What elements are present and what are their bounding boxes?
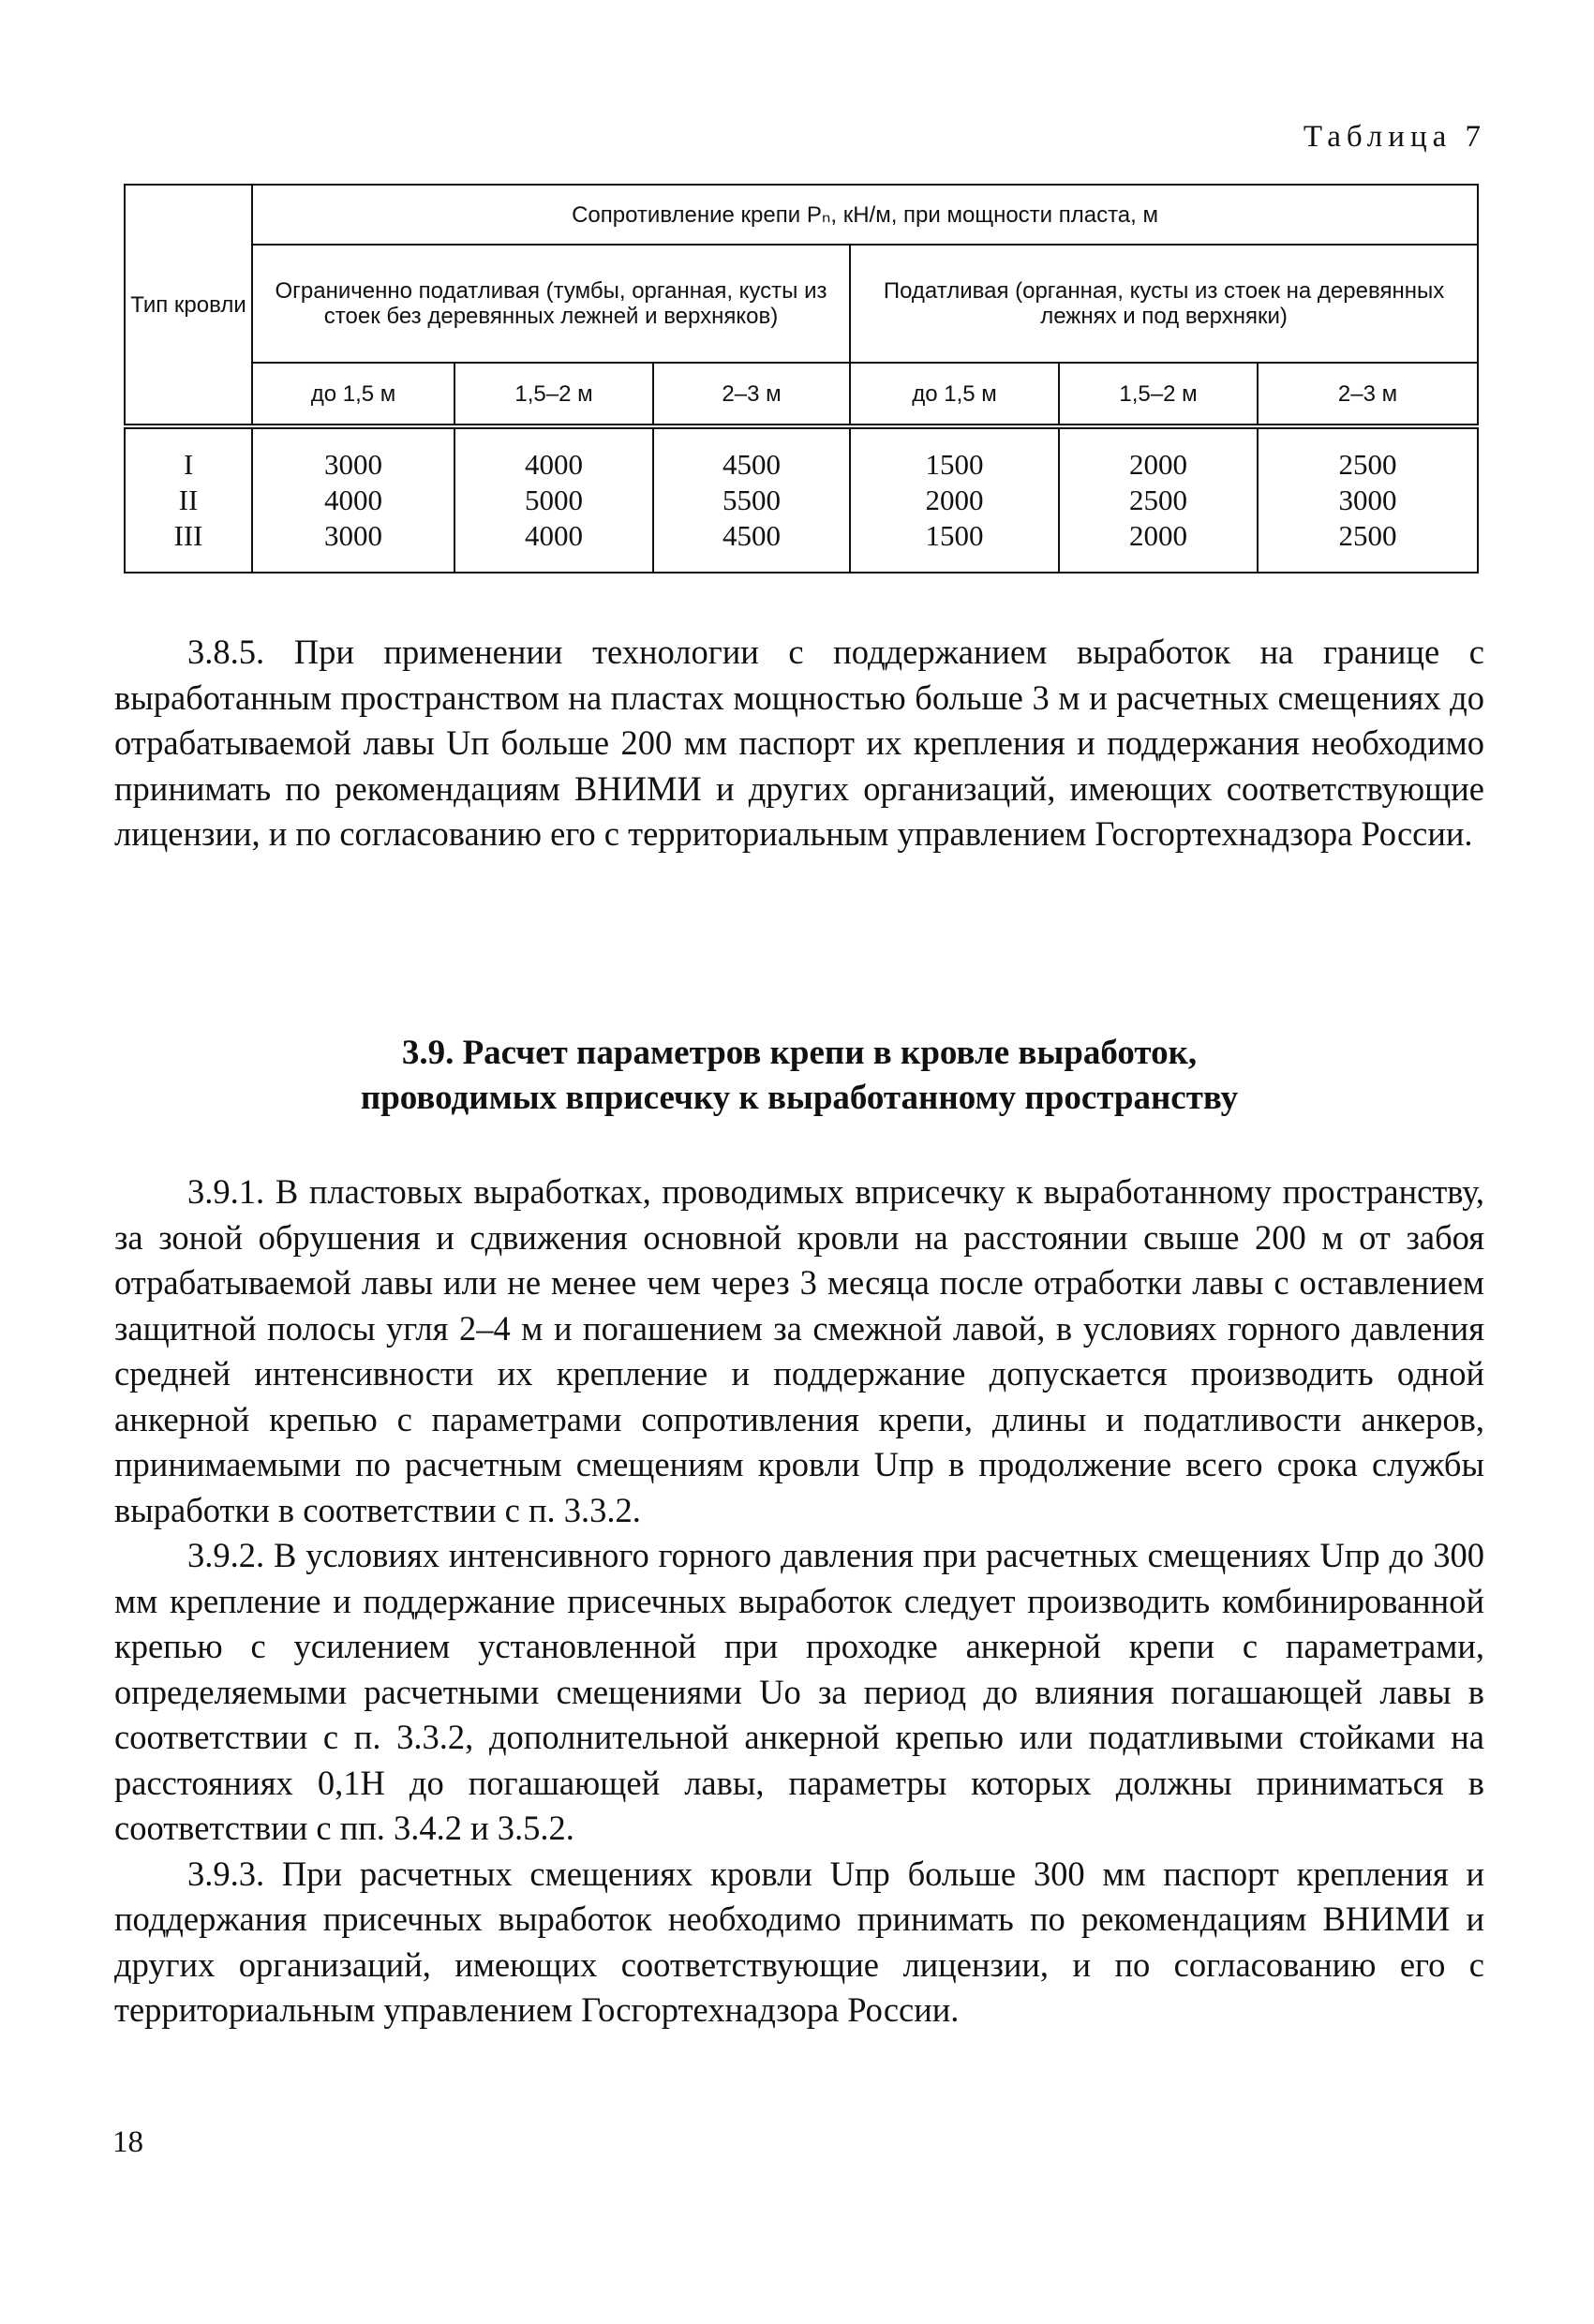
thickness-label: 1,5–2 м — [454, 363, 653, 426]
resistance-table — [124, 184, 1479, 574]
roof-type-header: Тип кровли — [125, 185, 252, 426]
table-column — [252, 426, 454, 573]
section-title — [114, 1031, 1484, 1121]
limited-flexibility-header: Ограниченно податливая (тумбы, органная, кусты из стоек без деревянных лежней и верхняков) — [252, 245, 850, 363]
section-title-line: проводимых вприсечку к выработанному пространству — [360, 1079, 1239, 1117]
table-cell: 5000 — [525, 484, 583, 516]
table-cell: 5500 — [723, 484, 781, 516]
table-cell: 3000 — [1338, 484, 1397, 516]
paragraph-3-8-5-block — [114, 630, 1484, 857]
table-cell: 4000 — [324, 484, 382, 516]
table-cell: 4000 — [525, 448, 583, 481]
table-cell: 2000 — [925, 484, 984, 516]
table-cell: 2500 — [1338, 519, 1397, 552]
paragraph-3-9-3: 3.9.3. При расчетных смещениях кровли Uпр больше 300 мм паспорт крепления и поддержания присечных выработок необходимо принимать по рекомендациям ВНИМИ и других организаций, имеющих соответствующие лицензии, и по согласованию его с территориальным управлением Госгортехнадзора России. — [114, 1854, 1484, 2029]
thickness-label: 2–3 м — [1258, 363, 1478, 426]
paragraph-3-9-1: 3.9.1. В пластовых выработках, проводимых вприсечку к выработанному пространству, за зоной обрушения и сдвижения основной кровли на расстоянии свыше 200 м от забоя отрабатываемой лавы или не менее чем через 3 месяца после отработки лавы с оставлением защитной полосы угля 2–4 м и погашением за смежной лавой, в условиях горного давления средней интенсивности их крепление и поддержание допускается производить одной анкерной крепью с параметрами сопротивления крепи, длины и податливости анкеров, принимаемыми по расчетным смещениям кровли Uпр в продолжение всего срока службы выработки в соответствии с п. 3.3.2. — [114, 1172, 1484, 1529]
table-cell: 4000 — [525, 519, 583, 552]
table-caption: Таблица 7 — [1303, 120, 1486, 154]
table-cell: 2000 — [1129, 519, 1187, 552]
table-cell: 2500 — [1129, 484, 1187, 516]
paragraph-3-8-5: 3.8.5. При применении технологии с поддержанием выработок на границе с выработанным пространством на пластах мощностью больше 3 м и расчетных смещениях до отрабатываемой лавы Uп больше 200 мм паспорт их крепления и поддержания необходимо принимать по рекомендациям ВНИМИ и других организаций, имеющих соответствующие лицензии, и по согласованию его с территориальным управлением Госгортехнадзора России. — [114, 633, 1484, 853]
table-column — [1059, 426, 1258, 573]
roof-type-value: III — [173, 519, 203, 552]
table-cell: 4500 — [723, 519, 781, 552]
flexible-header: Податливая (органная, кусты из стоек на деревянных лежнях и под верхняки) — [850, 245, 1478, 363]
table-cell: 2000 — [1129, 448, 1187, 481]
table-cell: 3000 — [324, 448, 382, 481]
table-column — [653, 426, 850, 573]
section-3-9-body — [114, 1169, 1484, 2034]
table-cell: 2500 — [1338, 448, 1397, 481]
table-column — [850, 426, 1059, 573]
table-cell: 1500 — [925, 519, 984, 552]
table-column — [454, 426, 653, 573]
resistance-header: Сопротивление крепи Pₙ, кН/м, при мощности пласта, м — [252, 185, 1478, 245]
paragraph-3-9-2: 3.9.2. В условиях интенсивного горного давления при расчетных смещениях Uпр до 300 мм крепление и поддержание присечных выработок следует производить комбинированной крепью с усилением установленной при проходке анкерной крепи с параметрами, определяемыми расчетными смещениями Uо за период до влияния погашающей лавы в соответствии с п. 3.3.2, дополнительной анкерной крепью или податливыми стойками на расстояниях 0,1H до погашающей лавы, параметры которых должны приниматься в соответствии с пп. 3.4.2 и 3.5.2. — [114, 1536, 1484, 1847]
table-cell: 4500 — [723, 448, 781, 481]
page-number: 18 — [112, 2125, 143, 2159]
table-cell: 1500 — [925, 448, 984, 481]
section-title-line: 3.9. Расчет параметров крепи в кровле выработок, — [401, 1034, 1198, 1072]
roof-type-cell — [125, 426, 252, 573]
table-cell: 3000 — [324, 519, 382, 552]
roof-type-value: I — [183, 448, 194, 481]
roof-type-value: II — [178, 484, 199, 516]
table-column — [1258, 426, 1478, 573]
thickness-label: 1,5–2 м — [1059, 363, 1258, 426]
thickness-label: до 1,5 м — [850, 363, 1059, 426]
thickness-label: до 1,5 м — [252, 363, 454, 426]
thickness-label: 2–3 м — [653, 363, 850, 426]
